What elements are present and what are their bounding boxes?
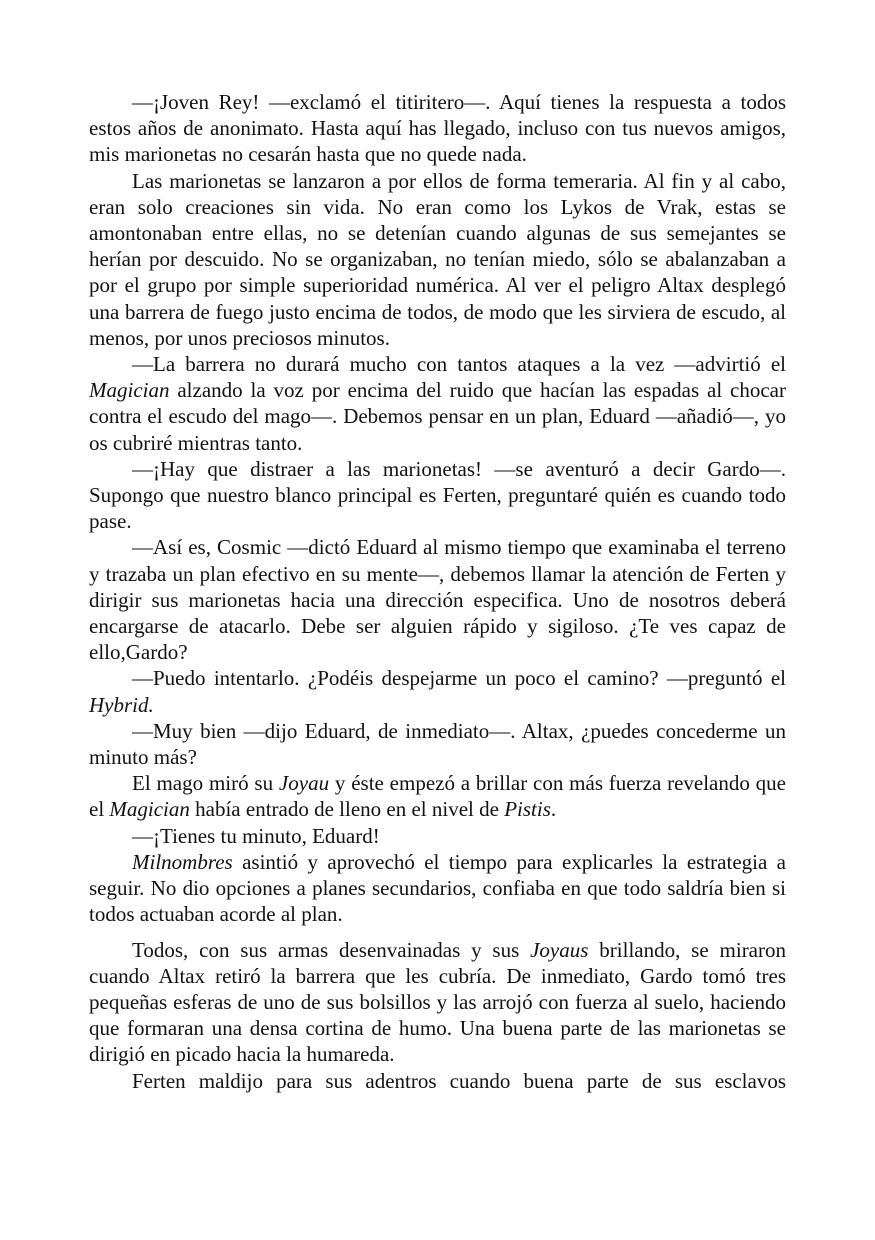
paragraph	[89, 770, 786, 822]
paragraph	[89, 168, 786, 351]
text-run: asintió y aprovechó el tiempo para explicarles la estrategia a seguir. No dio opciones a planes secundarios, confiaba en que todo saldría bien si todos actuaban acorde al plan.	[89, 849, 786, 927]
book-page	[89, 89, 786, 1094]
paragraph	[89, 534, 786, 665]
paragraph	[89, 823, 786, 849]
text-run: —¡Hay que distraer a las marionetas! —se aventuró a decir Gardo—. Supongo que nuestro blanco principal es Ferten, preguntaré quién es cuando todo pase.	[89, 456, 786, 534]
italic-term: Milnombres	[132, 849, 233, 874]
paragraph	[89, 456, 786, 535]
italic-term: Magician	[109, 797, 190, 822]
text-run: y éste empezó a brillar con más fuerza revelando que el	[89, 771, 786, 822]
text-run: brillando, se miraron cuando Altax retiró la barrera que les cubría. De inmediato, Gardo tomó tres pequeñas esferas de uno de sus bolsillos y las arrojó con fuerza al suelo, haciendo que formaran una densa cortina de humo. Una buena parte de las marionetas se dirigió en picado hacia la humareda.	[89, 937, 786, 1067]
paragraph	[89, 1068, 786, 1094]
text-run: —¡Joven Rey! —exclamó el titiritero—. Aquí tienes la respuesta a todos estos años de anonimato. Hasta aquí has llegado, incluso con tus nuevos amigos, mis marionetas no cesarán hasta que no quede nada.	[89, 90, 786, 167]
text-run: alzando la voz por encima del ruido que hacían las espadas al chocar contra el escudo del mago—. Debemos pensar en un plan, Eduard —añadió—, yo os cubriré mientras tanto.	[89, 378, 786, 455]
paragraph	[89, 89, 786, 168]
text-run: .	[550, 797, 557, 822]
paragraph	[89, 937, 786, 1068]
text-run: —Puedo intentarlo. ¿Podéis despejarme un poco el camino? —preguntó el	[132, 666, 786, 691]
paragraph	[89, 849, 786, 928]
text-run: —¡Tienes tu minuto, Eduard!	[132, 823, 380, 848]
italic-term: Joyau	[278, 771, 330, 796]
text-run: Todos, con sus armas desenvainadas y sus	[132, 937, 531, 962]
text-run: Las marionetas se lanzaron a por ellos de forma temeraria. Al fin y al cabo, eran solo creaciones sin vida. No eran como los Lykos de Vrak, estas se amontonaban entre ellas, no se detenían cuando algunas de sus semejantes se herían por descuido. No se organizaban, no tenían miedo, sólo se abalanzaban a por el grupo por simple superioridad numérica. Al ver el peligro Altax desplegó una barrera de fuego justo encima de todos, de modo que les sirviera de escudo, al menos, por unos preciosos minutos.	[89, 168, 786, 350]
text-run: El mago miró su	[132, 771, 279, 796]
text-run: —Así es, Cosmic —dictó Eduard al mismo tiempo que examinaba el terreno y trazaba un plan efectivo en su mente—, debemos llamar la atención de Ferten y dirigir sus marionetas hacia una dirección especifica. Uno de nosotros deberá encargarse de atacarlo. Debe ser alguien rápido y sigiloso. ¿Te ves capaz de ello,Gardo?	[89, 535, 786, 665]
text-run: —Muy bien —dijo Eduard, de inmediato—. Altax, ¿puedes concederme un minuto más?	[89, 718, 786, 770]
text-run: Ferten maldijo para sus adentros cuando buena parte de sus esclavos	[132, 1068, 786, 1093]
italic-term: Hybrid.	[89, 692, 154, 717]
paragraph	[89, 665, 786, 717]
italic-term: Pistis	[504, 797, 551, 822]
paragraph	[89, 718, 786, 770]
paragraph	[89, 351, 786, 456]
italic-term: Joyaus	[530, 937, 589, 962]
italic-term: Magician	[89, 378, 170, 403]
text-run: —La barrera no durará mucho con tantos ataques a la vez —advirtió el	[132, 352, 786, 377]
text-run: había entrado de lleno en el nivel de	[189, 797, 505, 822]
